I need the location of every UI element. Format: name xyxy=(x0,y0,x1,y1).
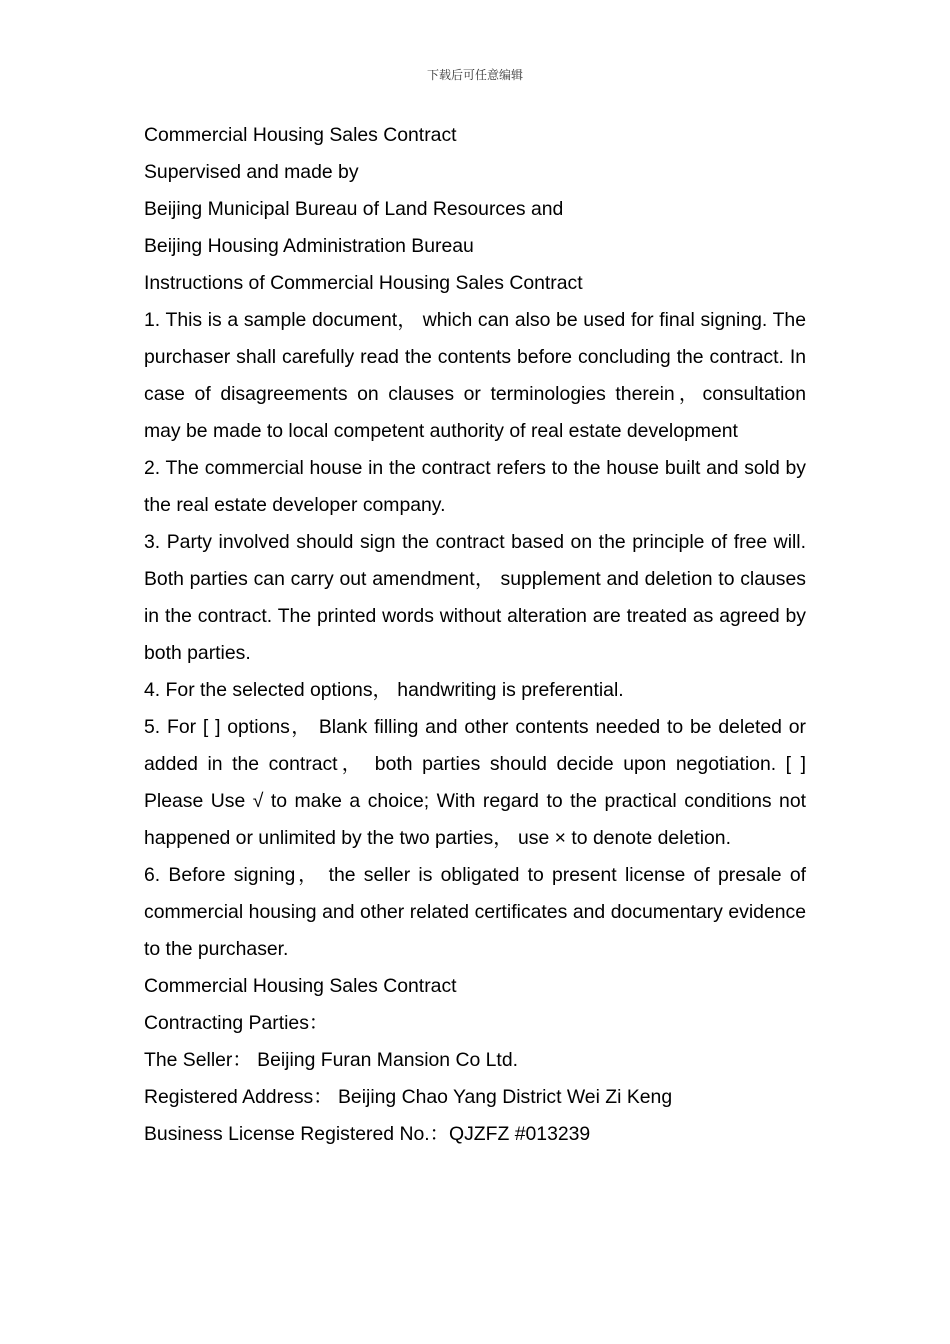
instruction-item-1: 1. This is a sample document， which can also be used for final signing. The purchaser shall carefully read the contents before concluding the contract. In case of disagreements on clauses or terminologies therein，consultation may be made to local competent authority of real estate development xyxy=(144,309,806,442)
bureau-line-2: Beijing Housing Administration Bureau xyxy=(144,235,474,257)
page-header-note: 下载后可任意编辑 xyxy=(426,68,523,82)
document-title: Commercial Housing Sales Contract xyxy=(144,124,457,146)
instructions-title: Instructions of Commercial Housing Sales Contract xyxy=(144,272,583,294)
contracting-parties: Contracting Parties： xyxy=(144,1012,329,1034)
contract-title: Commercial Housing Sales Contract xyxy=(144,975,457,997)
instruction-item-4: 4. For the selected options， handwriting is preferential. xyxy=(144,679,624,701)
instruction-item-3: 3. Party involved should sign the contract based on the principle of free will. Both parties can carry out amendment， supplement and deletion to clauses in the contract. The printed words without alteration are treated as agreed by both parties. xyxy=(144,531,806,664)
bureau-line-1: Beijing Municipal Bureau of Land Resources and xyxy=(144,198,564,220)
instruction-item-2: 2. The commercial house in the contract refers to the house built and sold by the real estate developer company. xyxy=(144,457,806,516)
instruction-item-5: 5. For [ ] options， Blank filling and other contents needed to be deleted or added in the contract， both parties should decide upon negotiation. [ ] Please Use √ to make a choice; With regard to the practical conditions not happened or unlimited by the two parties， use × to denote deletion. xyxy=(144,716,806,849)
supervised-line: Supervised and made by xyxy=(144,161,359,183)
business-license-line: Business License Registered No.：QJZFZ #013239 xyxy=(144,1123,591,1145)
seller-line: The Seller： Beijing Furan Mansion Co Ltd. xyxy=(144,1049,518,1071)
instruction-item-6: 6. Before signing， the seller is obligated to present license of presale of commercial housing and other related certificates and documentary evidence to the purchaser. xyxy=(144,864,806,960)
registered-address-line: Registered Address： Beijing Chao Yang District Wei Zi Keng xyxy=(144,1086,673,1108)
document-body xyxy=(144,117,806,1153)
